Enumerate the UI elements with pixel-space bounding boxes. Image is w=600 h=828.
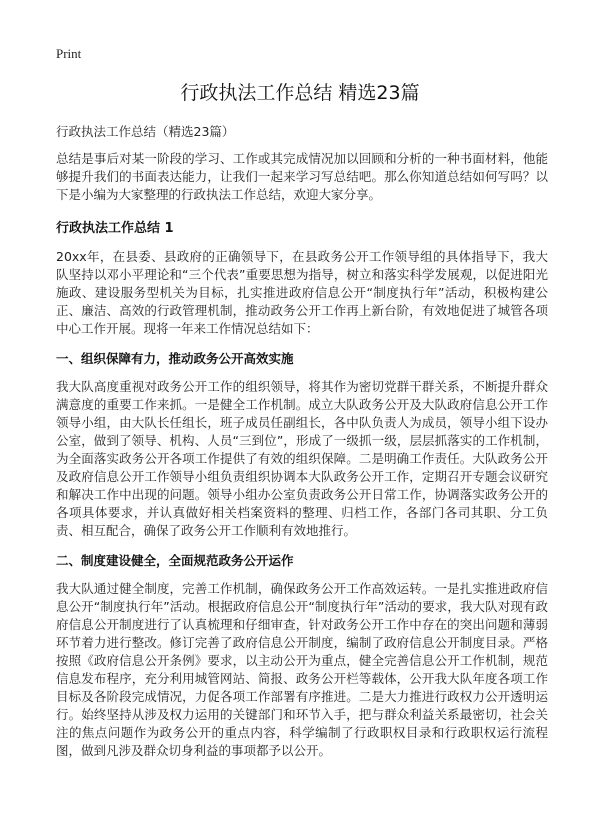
print-link[interactable]: Print	[56, 46, 82, 61]
paragraph-organization: 我大队高度重视对政务公开工作的组织领导，将其作为密切党群干群关系，不断提升群众满意度的重要工作来抓。一是健全工作机制。成立大队政务公开及大队政府信息公开工作领导小组，由大队长任组长，班子成员任副组长，各中队负责人为成员，领导小组下设办公室，做到了领导、机构、人员“三到位”，形成了一级抓一级，层层抓落实的工作机制，为全面落实政务公开各项工作提供了有效的组织保障。二是明确工作责任。大队政务公开及政府信息公开工作领导小组负责组织协调本大队政务公开工作，定期召开专题会议研究和解决工作中出现的问题。领导小组办公室负责政务公开日常工作，协调落实政务公开的各项具体要求，并认真做好相关档案资料的整理、归档工作，各部门各司其职、分工负责、相互配合，确保了政务公开工作顺利有效地推行。	[56, 379, 548, 538]
document-title: 行政执法工作总结 精选23篇	[180, 82, 420, 104]
intro-paragraph: 总结是事后对某一阶段的学习、工作或其完成情况加以回顾和分析的一种书面材料，他能够提升我们的书面表达能力，让我们一起来学习写总结吧。那么你知道总结如何写吗？以下是小编为大家整理的行政执法工作总结，欢迎大家分享。	[56, 151, 548, 202]
section-heading: 行政执法工作总结 1	[56, 221, 174, 236]
subheading-system: 二、制度建设健全，全面规范政务公开运作	[56, 553, 294, 568]
document-body	[56, 150, 548, 772]
section-paragraph: 20xx年，在县委、县政府的正确领导下，在县政务公开工作领导组的具体指导下，我大队坚持以邓小平理论和“三个代表”重要思想为指导，树立和落实科学发展观，以促进阳光施政、建设服务型机关为目标，扎实推进政府信息公开“制度执行年”活动，积极构建公正、廉洁、高效的行政管理机制，推动政务公开工作再上新台阶，有效地促进了城管各项中心工作开展。现将一年来工作情况总结如下：	[56, 249, 548, 336]
subheading-organization: 一、组织保障有力，推动政务公开高效实施	[56, 351, 294, 366]
paragraph-system: 我大队通过健全制度，完善工作机制，确保政务公开工作高效运转。一是扎实推进政府信息公开“制度执行年”活动。根据政府信息公开“制度执行年”活动的要求，我大队对现有政府信息公开制度进行了认真梳理和仔细审查，针对政务公开工作中存在的突出问题和薄弱环节着力进行整改。修订完善了政府信息公开制度，编制了政府信息公开制度目录。严格按照《政府信息公开条例》要求，以主动公开为重点，健全完善信息公开工作机制，规范信息发布程序，充分利用城管网站、简报、政务公开栏等载体，公开我大队年度各项工作目标及各阶段完成情况，力促各项工作部署有序推进。二是大力推进行政权力公开透明运行。始终坚持从涉及权力运用的关键部门和环节入手，把与群众利益关系最密切，社会关注的焦点问题作为政务公开的重点内容，科学编制了行政职权目录和行政职权运行流程图，做到凡涉及群众切身利益的事项都予以公开。	[56, 581, 548, 758]
document-subtitle: 行政执法工作总结（精选23篇）	[56, 124, 235, 139]
